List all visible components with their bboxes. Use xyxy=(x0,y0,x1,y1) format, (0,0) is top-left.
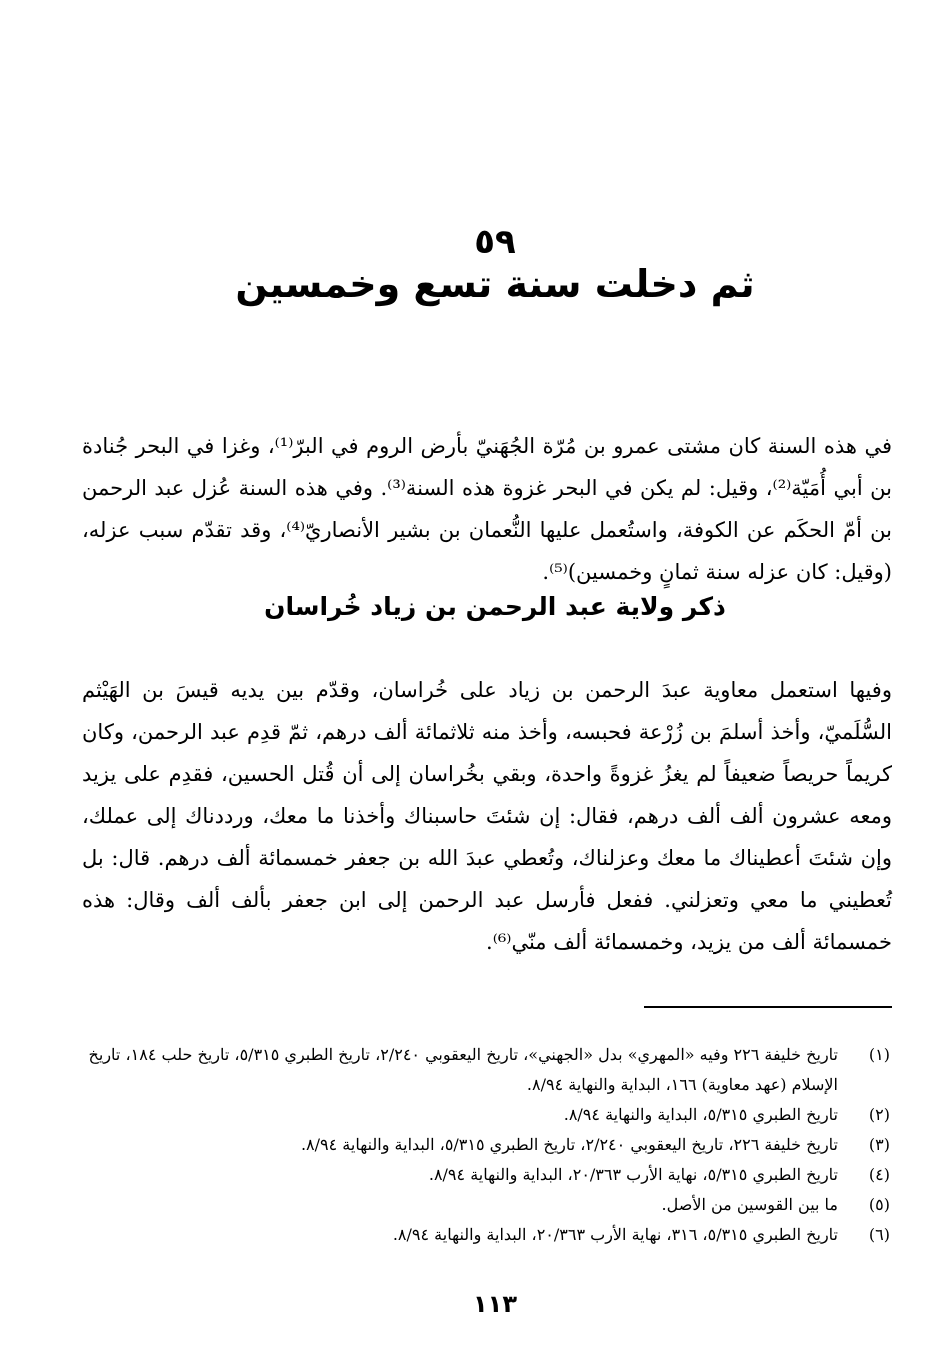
footnote-number: (٣) xyxy=(868,1135,890,1154)
section-body-paragraph: وفيها استعمل معاوية عبدَ الرحمن بن زياد على خُراسان، وقدّم بين يديه قيسَ بن الهَيْثم السُّلَميّ، وأخذ أسلمَ بن زُرْعة فحبسه، وأخذ منه ثلاثمائة ألف درهم، ثمّ قدِم عبد الرحمن، وكان كريماً حريصاً ضعيفاً لم يغزُ غزوةً واحدة، وبقي بخُراسان إلى أن قُتل الحسين، فقدِم على يزيد ومعه عشرون ألف ألف درهم، فقال: إن شئتَ حاسبناك وأخذنا ما معك، ورددناك إلى عملك، وإن شئتَ أعطيناك ما معك وعزلناك، وتُعطي عبدَ الله بن جعفر خمسمائة ألف درهم. قال: بل تُعطيني ما معي وتعزلني. ففعل فأرسل عبد الرحمن إلى ابن جعفر بألف ألف وقال: هذه خمسمائة ألف من يزيد، وخمسمائة ألف منّي⁽⁶⁾. xyxy=(82,678,892,954)
footnote-item xyxy=(70,1100,890,1130)
footnote-separator xyxy=(644,1006,892,1008)
footnote-number: (١) xyxy=(868,1045,890,1064)
footnote-text: تاريخ الطبري ٥/٣١٥، البداية والنهاية ٨/٩٤. xyxy=(563,1105,838,1124)
footnote-item xyxy=(70,1220,890,1250)
footnote-number: (٥) xyxy=(868,1195,890,1214)
footnote-number: (٤) xyxy=(868,1165,890,1184)
footnote-item xyxy=(70,1040,890,1100)
footnote-item xyxy=(70,1190,890,1220)
chapter-title: ثم دخلت سنة تسع وخمسين xyxy=(235,262,755,306)
footnote-item xyxy=(70,1160,890,1190)
page-number: ١١٣ xyxy=(473,1290,517,1318)
intro-paragraph: في هذه السنة كان مشتى عمرو بن مُرّة الجُهَنيّ بأرض الروم في البرّ⁽¹⁾، وغزا في البحر جُنادة بن أبي أُمَيّة⁽²⁾، وقيل: لم يكن في البحر غزوة هذه السنة⁽³⁾. وفي هذه السنة عُزل عبد الرحمن بن أمّ الحكَم عن الكوفة، واستُعمل عليها النُّعمان بن بشير الأنصاريّ⁽⁴⁾، وقد تقدّم سبب عزله، (وقيل: كان عزله سنة ثمانٍ وخمسين)⁽⁵⁾. xyxy=(82,434,892,584)
footnote-text: تاريخ الطبري ٥/٣١٥، نهاية الأرب ٢٠/٣٦٣، البداية والنهاية ٨/٩٤. xyxy=(428,1165,838,1184)
footnote-text: تاريخ الطبري ٥/٣١٥، ٣١٦، نهاية الأرب ٢٠/٣٦٣، البداية والنهاية ٨/٩٤. xyxy=(392,1225,838,1244)
footnote-text: ما بين القوسين من الأصل. xyxy=(661,1195,838,1214)
footnote-text: تاريخ خليفة ٢٢٦ وفيه «المهري» بدل «الجهني»، تاريخ اليعقوبي ٢/٢٤٠، تاريخ الطبري ٥/٣١٥، تاريخ حلب ١٨٤، تاريخ الإسلام (عهد معاوية) ١٦٦، البداية والنهاية ٨/٩٤. xyxy=(88,1045,838,1094)
footnote-number: (٢) xyxy=(868,1105,890,1124)
footnotes-list xyxy=(70,1040,890,1250)
chapter-number: ٥٩ xyxy=(474,222,516,262)
footnote-item xyxy=(70,1130,890,1160)
footnote-text: تاريخ خليفة ٢٢٦، تاريخ اليعقوبي ٢/٢٤٠، تاريخ الطبري ٥/٣١٥، البداية والنهاية ٨/٩٤. xyxy=(300,1135,838,1154)
footnote-number: (٦) xyxy=(868,1225,890,1244)
section-heading: ذكر ولاية عبد الرحمن بن زياد خُراسان xyxy=(264,592,726,621)
